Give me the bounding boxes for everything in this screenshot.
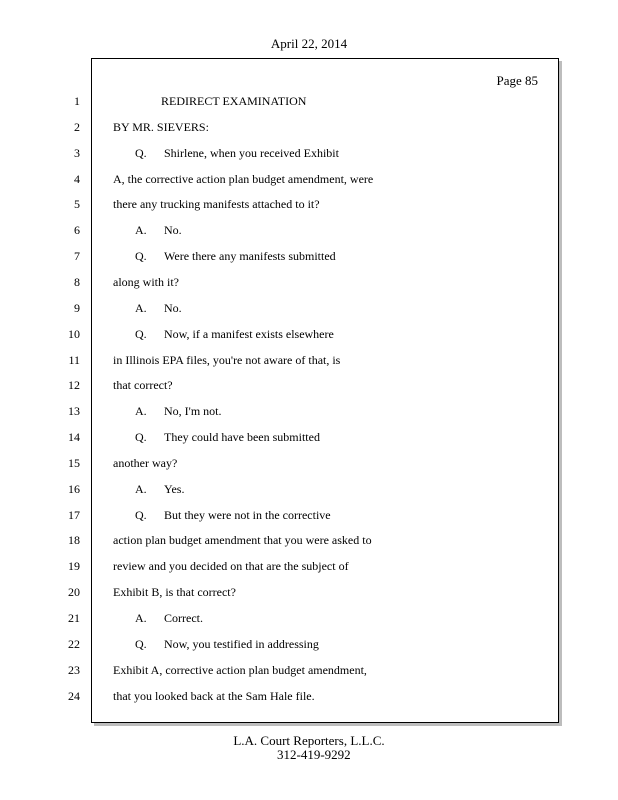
line-number: 13 — [68, 404, 80, 418]
line-number: 6 — [74, 223, 80, 237]
line-text — [113, 559, 349, 574]
line-content: They could have been submitted — [164, 430, 320, 444]
line-number: 10 — [68, 327, 80, 341]
line-text — [135, 482, 184, 497]
line-text — [113, 197, 320, 212]
line-content: Exhibit A, corrective action plan budget amendment, — [113, 663, 367, 677]
line-number: 2 — [74, 120, 80, 134]
line-content: Correct. — [164, 611, 203, 625]
line-number: 23 — [68, 663, 80, 677]
line-text — [161, 94, 306, 109]
line-number: 17 — [68, 508, 80, 522]
line-text — [135, 404, 222, 419]
line-content: No, I'm not. — [164, 404, 222, 418]
line-text — [113, 663, 367, 678]
answer-label: A. — [135, 404, 147, 418]
line-text — [135, 327, 334, 342]
line-content: REDIRECT EXAMINATION — [161, 94, 307, 108]
answer-label: A. — [135, 223, 147, 237]
line-number: 14 — [68, 430, 80, 444]
line-content: action plan budget amendment that you were asked to — [113, 533, 372, 547]
line-content: But they were not in the corrective — [164, 508, 331, 522]
line-text — [113, 353, 340, 368]
line-text — [113, 172, 373, 187]
line-text — [135, 508, 331, 523]
line-content: Shirlene, when you received Exhibit — [164, 146, 339, 160]
line-number: 4 — [74, 172, 80, 186]
line-text — [113, 533, 372, 548]
line-text — [135, 249, 336, 264]
question-label: Q. — [135, 327, 147, 341]
line-number: 20 — [68, 585, 80, 599]
line-text — [135, 223, 182, 238]
line-content: another way? — [113, 456, 178, 470]
line-content: Now, you testified in addressing — [164, 637, 319, 651]
line-number: 5 — [74, 197, 80, 211]
line-content: review and you decided on that are the subject of — [113, 559, 349, 573]
line-content: Were there any manifests submitted — [164, 249, 336, 263]
line-text — [113, 378, 173, 393]
line-number: 16 — [68, 482, 80, 496]
answer-label: A. — [135, 301, 147, 315]
question-label: Q. — [135, 508, 147, 522]
answer-label: A. — [135, 482, 147, 496]
line-text — [135, 637, 319, 652]
line-text — [135, 301, 182, 316]
line-number: 15 — [68, 456, 80, 470]
line-number: 19 — [68, 559, 80, 573]
line-content: there any trucking manifests attached to it? — [113, 197, 320, 211]
line-content: Exhibit B, is that correct? — [113, 585, 236, 599]
question-label: Q. — [135, 430, 147, 444]
line-text — [113, 585, 236, 600]
line-text — [113, 120, 209, 135]
line-text — [113, 275, 179, 290]
line-content: that you looked back at the Sam Hale file. — [113, 689, 315, 703]
line-content: in Illinois EPA files, you're not aware of that, is — [113, 353, 341, 367]
question-label: Q. — [135, 249, 147, 263]
line-content: No. — [164, 301, 182, 315]
footer-phone: 312-419-9292 — [277, 747, 351, 762]
line-content: BY MR. SIEVERS: — [113, 120, 209, 134]
header-date: April 22, 2014 — [270, 36, 348, 51]
line-content: A, the corrective action plan budget amendment, were — [113, 172, 374, 186]
line-number: 12 — [68, 378, 80, 392]
line-content: along with it? — [113, 275, 179, 289]
footer-company: L.A. Court Reporters, L.L.C. — [233, 733, 385, 748]
question-label: Q. — [135, 637, 147, 651]
line-number: 24 — [68, 689, 80, 703]
line-number: 7 — [74, 249, 80, 263]
line-number: 22 — [68, 637, 80, 651]
line-number: 21 — [68, 611, 80, 625]
line-number: 1 — [74, 94, 80, 108]
line-text — [135, 430, 320, 445]
line-text — [135, 611, 203, 626]
line-content: Now, if a manifest exists elsewhere — [164, 327, 334, 341]
line-text — [113, 689, 315, 704]
line-number: 3 — [74, 146, 80, 160]
page-number: Page 85 — [496, 73, 538, 88]
line-content: that correct? — [113, 378, 173, 392]
line-number: 18 — [68, 533, 80, 547]
line-number: 9 — [74, 301, 80, 315]
question-label: Q. — [135, 146, 147, 160]
line-content: Yes. — [164, 482, 185, 496]
line-number: 11 — [68, 353, 80, 367]
line-text — [113, 456, 177, 471]
line-text — [135, 146, 339, 161]
answer-label: A. — [135, 611, 147, 625]
line-content: No. — [164, 223, 182, 237]
line-number: 8 — [74, 275, 80, 289]
